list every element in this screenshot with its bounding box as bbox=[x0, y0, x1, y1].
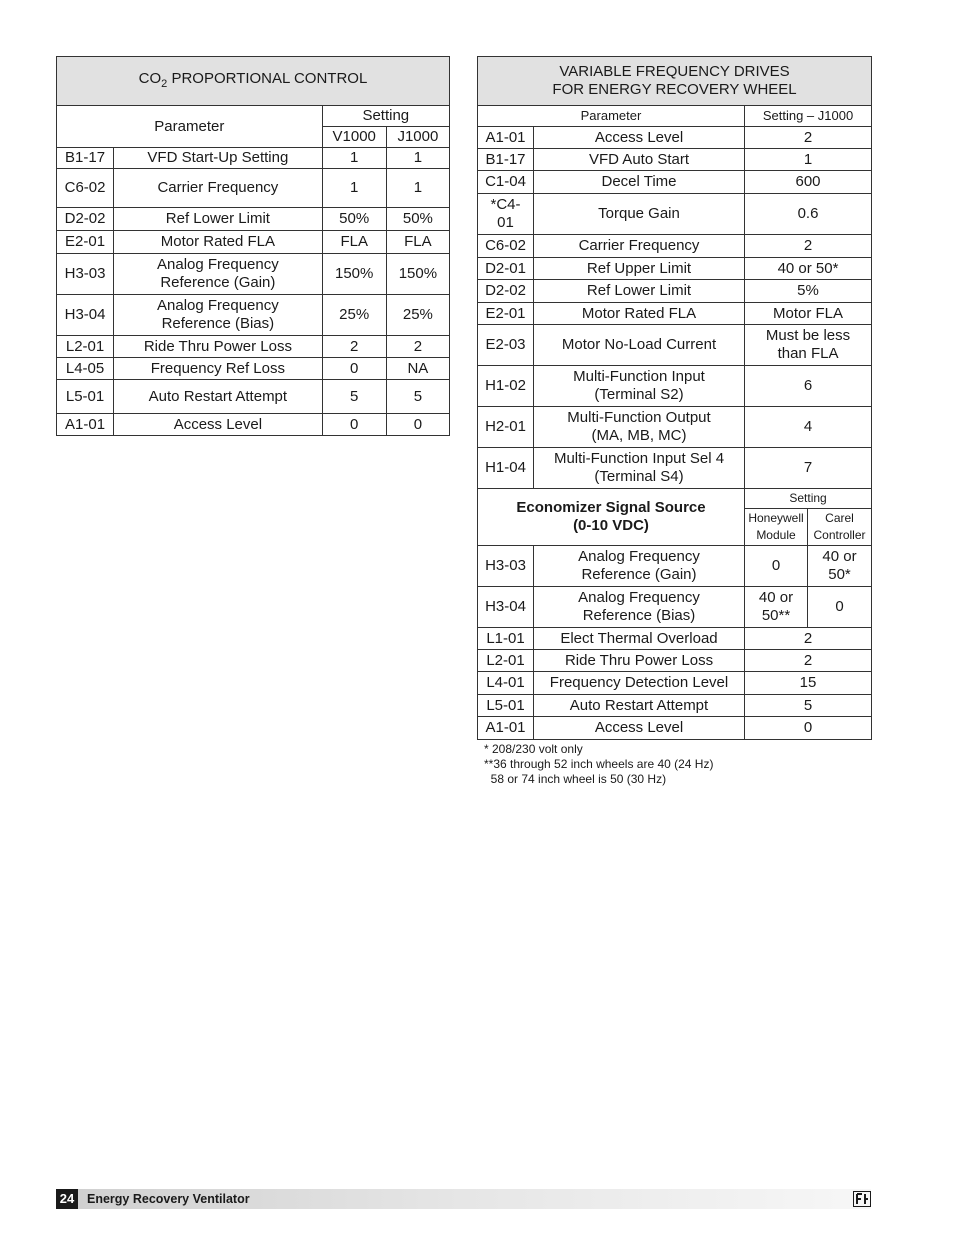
param-name: Auto Restart Attempt bbox=[534, 695, 745, 717]
table-row bbox=[478, 303, 872, 325]
v1000-value: 50% bbox=[322, 208, 386, 231]
table-row bbox=[478, 149, 872, 171]
economizer-setting-header: Setting bbox=[745, 489, 872, 509]
footnote: * 208/230 volt only bbox=[484, 742, 583, 756]
param-name: Analog Frequency Reference (Gain) bbox=[534, 546, 745, 587]
j1000-value: 50% bbox=[386, 208, 449, 231]
table-row bbox=[478, 650, 872, 672]
param-name: Access Level bbox=[534, 717, 745, 740]
table-row bbox=[57, 254, 450, 295]
setting-value: 0 bbox=[745, 717, 872, 740]
table-row bbox=[478, 366, 872, 407]
table-row bbox=[57, 380, 450, 414]
param-code: H3-03 bbox=[478, 546, 534, 587]
setting-value: 6 bbox=[745, 366, 872, 407]
param-code: C1-04 bbox=[478, 171, 534, 194]
param-code: H3-04 bbox=[478, 587, 534, 628]
param-code: D2-02 bbox=[57, 208, 114, 231]
setting-value: 5% bbox=[745, 280, 872, 303]
param-name: Torque Gain bbox=[534, 194, 745, 235]
param-name: Carrier Frequency bbox=[114, 169, 323, 208]
param-code: A1-01 bbox=[57, 414, 114, 436]
v1000-value: 5 bbox=[322, 380, 386, 414]
v1000-column-header: V1000 bbox=[322, 127, 386, 148]
param-name: Access Level bbox=[114, 414, 323, 436]
carel-value: 0 bbox=[808, 587, 872, 628]
param-name: Analog Frequency Reference (Gain) bbox=[114, 254, 323, 295]
param-name: Frequency Ref Loss bbox=[114, 358, 323, 380]
setting-j1000-header: Setting – J1000 bbox=[745, 106, 872, 127]
page-footer bbox=[56, 1189, 871, 1209]
table-row bbox=[478, 717, 872, 740]
j1000-value: NA bbox=[386, 358, 449, 380]
j1000-value: 1 bbox=[386, 169, 449, 208]
footnote: 58 or 74 inch wheel is 50 (30 Hz) bbox=[484, 772, 667, 786]
v1000-value: 1 bbox=[322, 169, 386, 208]
param-code: H1-02 bbox=[478, 366, 534, 407]
setting-value: 2 bbox=[745, 127, 872, 149]
param-name: Carrier Frequency bbox=[534, 235, 745, 258]
param-name: Decel Time bbox=[534, 171, 745, 194]
param-name: Ref Lower Limit bbox=[114, 208, 323, 231]
carel-controller-header: Carel Controller bbox=[808, 509, 872, 546]
setting-value: 2 bbox=[745, 628, 872, 650]
honeywell-module-header: Honeywell Module bbox=[745, 509, 808, 546]
param-name: Multi-Function Output (MA, MB, MC) bbox=[534, 407, 745, 448]
param-name: Elect Thermal Overload bbox=[534, 628, 745, 650]
table-row bbox=[478, 407, 872, 448]
param-name: Ride Thru Power Loss bbox=[114, 336, 323, 358]
setting-value: 5 bbox=[745, 695, 872, 717]
param-code: L4-05 bbox=[57, 358, 114, 380]
param-code: A1-01 bbox=[478, 717, 534, 740]
setting-value: 1 bbox=[745, 149, 872, 171]
param-name: Multi-Function Input (Terminal S2) bbox=[534, 366, 745, 407]
footnotes bbox=[484, 742, 713, 787]
table-row bbox=[57, 336, 450, 358]
param-name: VFD Start-Up Setting bbox=[114, 148, 323, 169]
table-row bbox=[57, 208, 450, 231]
param-code: L5-01 bbox=[57, 380, 114, 414]
param-code: B1-17 bbox=[57, 148, 114, 169]
param-code: C6-02 bbox=[57, 169, 114, 208]
setting-value: 2 bbox=[745, 235, 872, 258]
setting-value: 40 or 50* bbox=[745, 258, 872, 280]
v1000-value: FLA bbox=[322, 231, 386, 254]
param-code: L5-01 bbox=[478, 695, 534, 717]
param-code: H3-03 bbox=[57, 254, 114, 295]
j1000-value: 2 bbox=[386, 336, 449, 358]
table-row bbox=[478, 672, 872, 695]
setting-value: 4 bbox=[745, 407, 872, 448]
param-name: Analog Frequency Reference (Bias) bbox=[114, 295, 323, 336]
param-name: Ride Thru Power Loss bbox=[534, 650, 745, 672]
vfd-energy-recovery-wheel-table bbox=[477, 56, 872, 740]
param-code: A1-01 bbox=[478, 127, 534, 149]
parameter-header: Parameter bbox=[478, 106, 745, 127]
honeywell-value: 0 bbox=[745, 546, 808, 587]
param-code: H1-04 bbox=[478, 448, 534, 489]
table-row bbox=[478, 587, 872, 628]
param-code: L2-01 bbox=[57, 336, 114, 358]
table-row bbox=[57, 169, 450, 208]
param-code: D2-01 bbox=[478, 258, 534, 280]
v1000-value: 25% bbox=[322, 295, 386, 336]
footnote: **36 through 52 inch wheels are 40 (24 Hz) bbox=[484, 757, 714, 771]
greenheck-logo-icon bbox=[853, 1191, 871, 1207]
table-row bbox=[478, 325, 872, 366]
param-name: Analog Frequency Reference (Bias) bbox=[534, 587, 745, 628]
table-row bbox=[478, 546, 872, 587]
param-name: Motor No-Load Current bbox=[534, 325, 745, 366]
j1000-value: 150% bbox=[386, 254, 449, 295]
j1000-column-header: J1000 bbox=[386, 127, 449, 148]
document-title: Energy Recovery Ventilator bbox=[87, 1192, 250, 1206]
v1000-value: 0 bbox=[322, 358, 386, 380]
v1000-value: 150% bbox=[322, 254, 386, 295]
setting-value: 15 bbox=[745, 672, 872, 695]
table-row bbox=[478, 628, 872, 650]
table-row bbox=[478, 194, 872, 235]
param-code: D2-02 bbox=[478, 280, 534, 303]
param-name: VFD Auto Start bbox=[534, 149, 745, 171]
param-code: *C4- 01 bbox=[478, 194, 534, 235]
param-code: E2-03 bbox=[478, 325, 534, 366]
j1000-value: 5 bbox=[386, 380, 449, 414]
table-row bbox=[478, 235, 872, 258]
table-row bbox=[478, 127, 872, 149]
table-row bbox=[478, 448, 872, 489]
j1000-value: 25% bbox=[386, 295, 449, 336]
honeywell-value: 40 or 50** bbox=[745, 587, 808, 628]
setting-header: Setting bbox=[322, 106, 449, 127]
setting-value: 0.6 bbox=[745, 194, 872, 235]
v1000-value: 0 bbox=[322, 414, 386, 436]
economizer-signal-source-header: Economizer Signal Source (0-10 VDC) bbox=[478, 489, 745, 546]
setting-value: Must be less than FLA bbox=[745, 325, 872, 366]
setting-value: 600 bbox=[745, 171, 872, 194]
j1000-value: FLA bbox=[386, 231, 449, 254]
setting-value: 7 bbox=[745, 448, 872, 489]
table-row bbox=[57, 231, 450, 254]
param-name: Auto Restart Attempt bbox=[114, 380, 323, 414]
table-row bbox=[57, 295, 450, 336]
param-code: E2-01 bbox=[57, 231, 114, 254]
table-row bbox=[478, 258, 872, 280]
carel-value: 40 or 50* bbox=[808, 546, 872, 587]
param-code: L4-01 bbox=[478, 672, 534, 695]
table-row bbox=[478, 280, 872, 303]
param-code: B1-17 bbox=[478, 149, 534, 171]
table-row bbox=[57, 358, 450, 380]
j1000-value: 1 bbox=[386, 148, 449, 169]
v1000-value: 1 bbox=[322, 148, 386, 169]
j1000-value: 0 bbox=[386, 414, 449, 436]
param-code: E2-01 bbox=[478, 303, 534, 325]
table-row bbox=[57, 148, 450, 169]
param-code: C6-02 bbox=[478, 235, 534, 258]
parameter-header: Parameter bbox=[57, 106, 323, 148]
v1000-value: 2 bbox=[322, 336, 386, 358]
vfd-table-title: VARIABLE FREQUENCY DRIVES FOR ENERGY RECOVERY WHEEL bbox=[478, 57, 872, 106]
param-name: Ref Upper Limit bbox=[534, 258, 745, 280]
param-name: Multi-Function Input Sel 4 (Terminal S4) bbox=[534, 448, 745, 489]
table-row bbox=[478, 171, 872, 194]
setting-value: Motor FLA bbox=[745, 303, 872, 325]
param-name: Motor Rated FLA bbox=[534, 303, 745, 325]
page-number: 24 bbox=[56, 1189, 78, 1209]
co2-table-title: $CO_2$ PROPORTIONAL CONTROL bbox=[57, 57, 450, 106]
param-code: H2-01 bbox=[478, 407, 534, 448]
param-code: H3-04 bbox=[57, 295, 114, 336]
param-name: Ref Lower Limit bbox=[534, 280, 745, 303]
param-name: Access Level bbox=[534, 127, 745, 149]
param-code: L1-01 bbox=[478, 628, 534, 650]
param-code: L2-01 bbox=[478, 650, 534, 672]
table-row bbox=[478, 695, 872, 717]
co2-proportional-control-table bbox=[56, 56, 450, 436]
param-name: Motor Rated FLA bbox=[114, 231, 323, 254]
table-row bbox=[57, 414, 450, 436]
param-name: Frequency Detection Level bbox=[534, 672, 745, 695]
setting-value: 2 bbox=[745, 650, 872, 672]
